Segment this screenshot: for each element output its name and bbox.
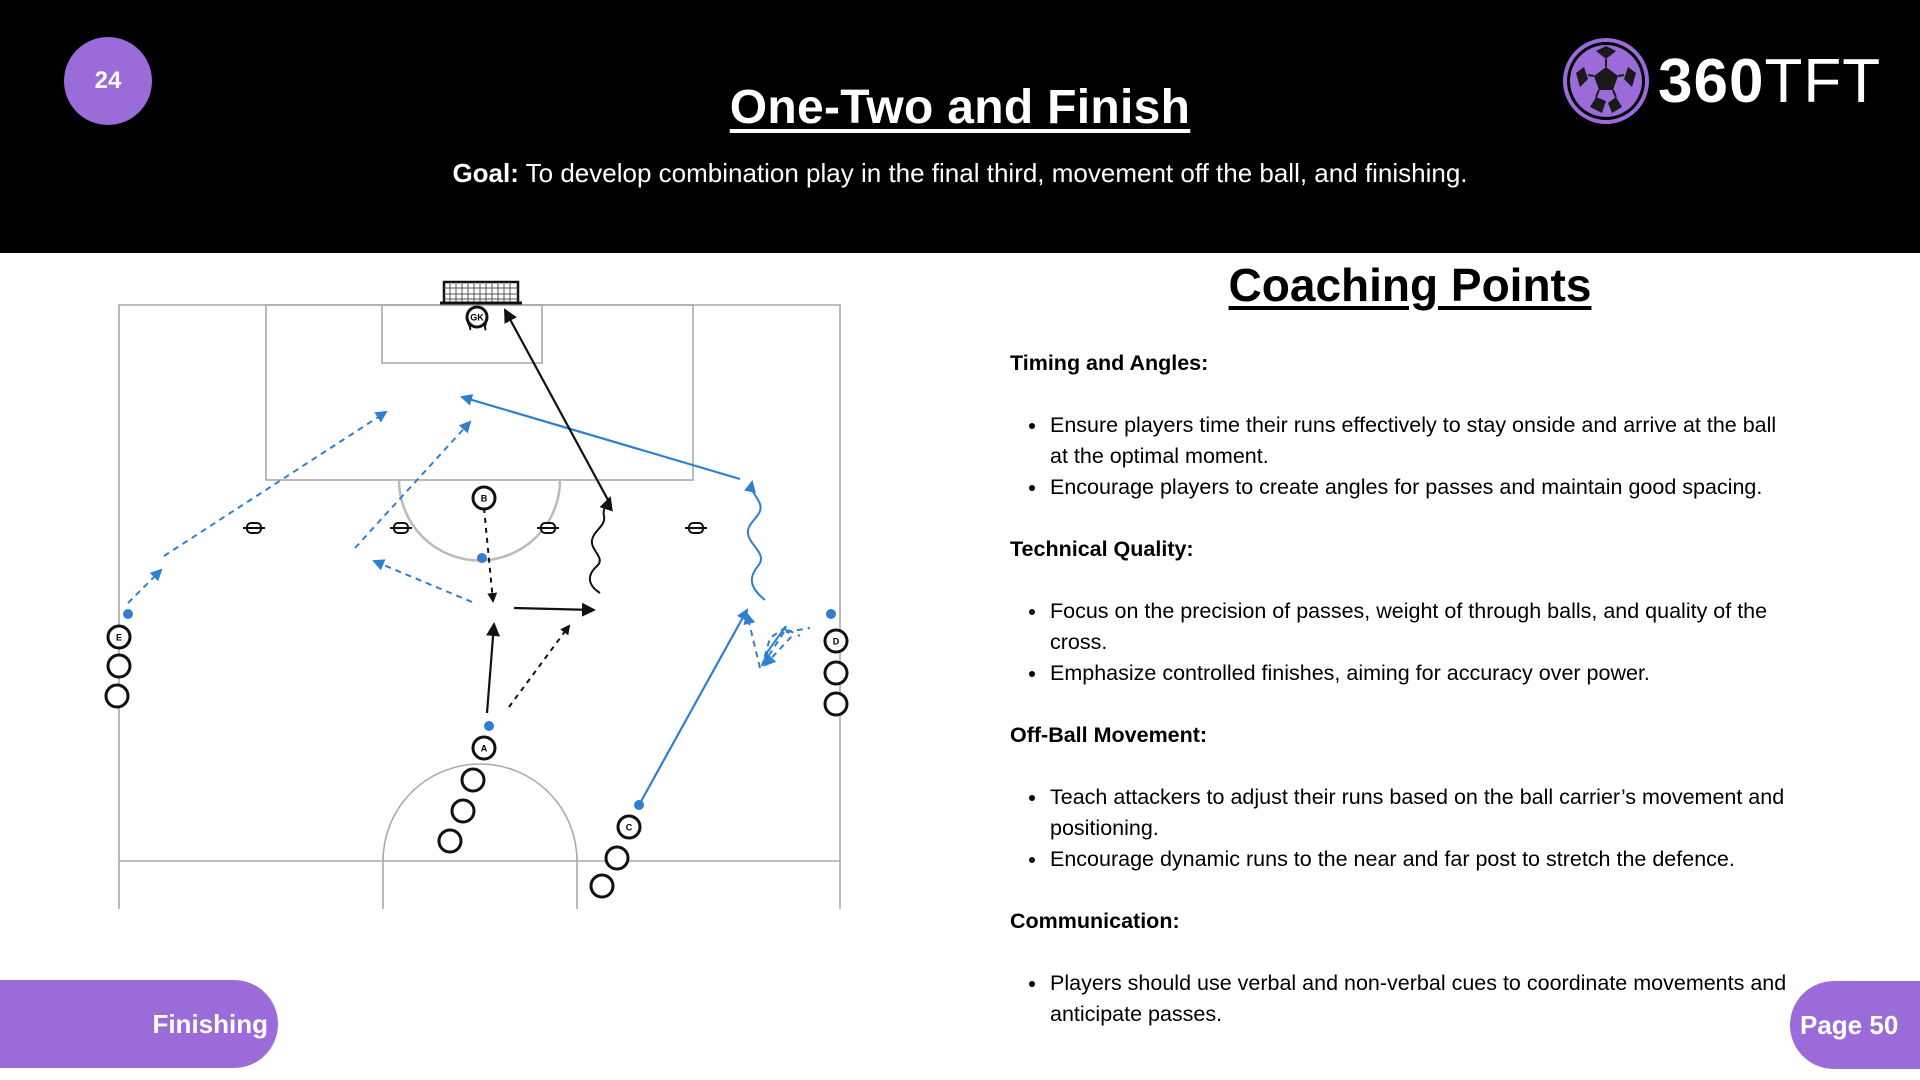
soccer-ball-icon (1562, 37, 1650, 125)
drill-number: 24 (94, 67, 122, 94)
drill-diagram (100, 268, 860, 913)
bullet-list (1010, 782, 1790, 875)
goal-label: Goal: (452, 158, 519, 188)
bullet-item: • Encourage dynamic runs to the near and far post to stretch the defence. (1048, 844, 1790, 875)
section-heading: Timing and Angles: (1010, 351, 1209, 375)
black-paths (487, 310, 608, 713)
bullet-item: • Emphasize controlled finishes, aiming for accuracy over power. (1048, 658, 1790, 689)
coaching-points (1010, 348, 1790, 1061)
player-d-label: D (832, 636, 840, 647)
section-heading: Technical Quality: (1010, 537, 1194, 561)
section-tab-label: Finishing (152, 1008, 268, 1039)
player-b-label: B (480, 493, 488, 504)
player-a-label: A (480, 743, 488, 754)
blue-dashed-run-wide (747, 614, 760, 668)
pitch-diagram (100, 268, 860, 913)
mannequin (243, 523, 265, 533)
section-tab[interactable] (0, 980, 278, 1068)
page-title: One-Two and Finish (729, 81, 1191, 134)
bullet-item: • Focus on the precision of passes, weight of through balls, and quality of the cross. (1048, 596, 1790, 658)
goal-statement (0, 158, 1920, 189)
goal-net (440, 282, 522, 303)
page-number-tab (1790, 981, 1920, 1069)
bullet-item: • Ensure players time their runs effectively to stay onside and arrive at the ball at the optimal moment. (1048, 410, 1790, 472)
mannequin (685, 523, 707, 533)
mannequin-row (243, 523, 707, 533)
header-bar (0, 0, 1920, 253)
dribble-path-blue (748, 482, 765, 600)
bullet-item: • Players should use verbal and non-verbal cues to coordinate movements and anticipate passes. (1048, 968, 1790, 1030)
bullet-list (1010, 968, 1790, 1030)
bullet-item: • Encourage players to create angles for passes and maintain good spacing. (1048, 472, 1790, 503)
page-number-label: Page 50 (1800, 1009, 1899, 1040)
coaching-section (1010, 906, 1790, 1030)
player-c (618, 816, 640, 838)
coaching-points-title: Coaching Points (1228, 259, 1592, 311)
brand-logo (1562, 36, 1881, 126)
player-d (825, 630, 847, 652)
bullet-list (1010, 596, 1790, 689)
section-heading: Off-Ball Movement: (1010, 723, 1208, 747)
goalkeeper (467, 307, 487, 330)
blue-passes (462, 397, 747, 805)
pitch-lines (119, 305, 840, 909)
bullet-item: • Teach attackers to adjust their runs based on the ball carrier’s movement and positioning. (1048, 782, 1790, 844)
logo-suffix: TFT (1764, 46, 1882, 116)
logo-number: 360 (1658, 46, 1765, 116)
goal-text: To develop combination play in the final third, movement off the ball, and finishing. (518, 158, 1468, 188)
section-heading: Communication: (1010, 909, 1180, 933)
player-e (108, 626, 130, 648)
coaching-section (1010, 534, 1790, 689)
player-b (473, 487, 495, 509)
bullet-list (1010, 410, 1790, 503)
player-c-label: C (625, 822, 633, 833)
player-a (473, 737, 495, 759)
goalkeeper-label: GK (470, 312, 484, 323)
mannequin (390, 523, 412, 533)
player-e-label: E (115, 632, 123, 643)
dribble-path-black (590, 498, 610, 593)
coaching-section (1010, 720, 1790, 875)
coaching-section (1010, 348, 1790, 503)
logo-wordmark (1658, 46, 1881, 117)
blue-dashed-runs (128, 412, 810, 666)
